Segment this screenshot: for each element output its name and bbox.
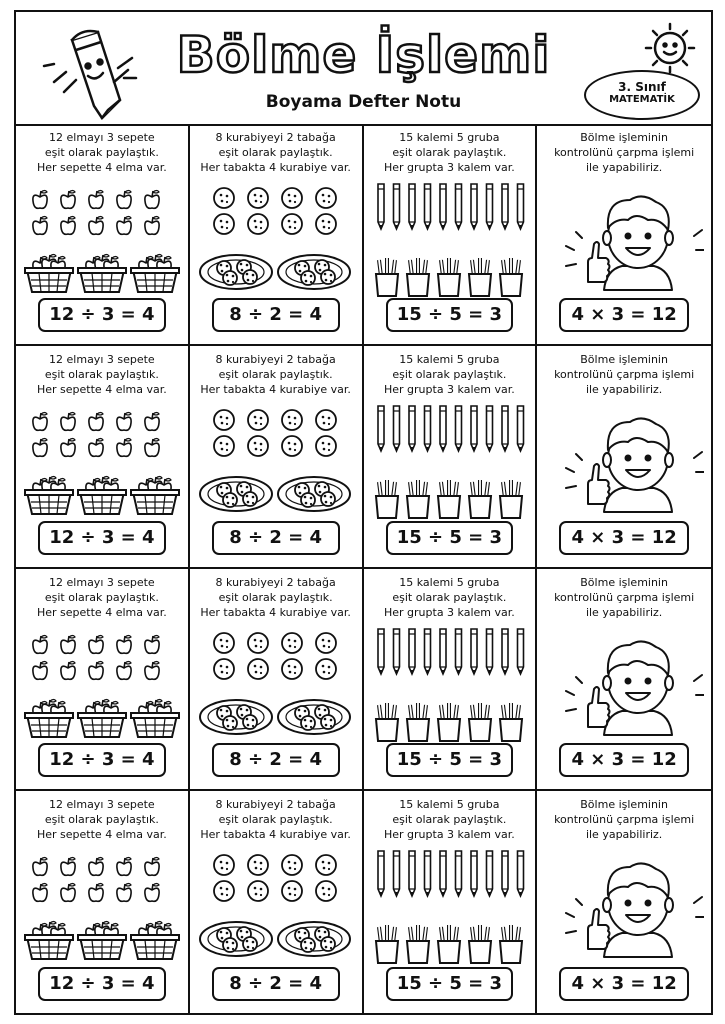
equation-box: 8 ÷ 2 = 4: [212, 743, 340, 777]
apples-baskets-illustration: [16, 178, 188, 298]
panel-text-line: eşit olarak paylaştık.: [392, 368, 507, 382]
pencils-cups-illustration: [364, 623, 536, 743]
panel-4-4: [537, 791, 711, 1013]
panel-text-line: 12 elmayı 3 sepete: [49, 575, 155, 589]
equation-box: 12 ÷ 3 = 4: [38, 967, 166, 1001]
apples-baskets-illustration: [16, 400, 188, 520]
panel-text-line: kontrolünü çarpma işlemi: [554, 368, 695, 382]
panel-text-line: Her sepette 4 elma var.: [37, 605, 167, 619]
panel-text-line: eşit olarak paylaştık.: [218, 146, 333, 159]
equation-box: 4 × 3 = 12: [559, 967, 689, 1001]
panel-text-line: Her grupta 3 kalem var.: [383, 605, 515, 619]
header: [16, 12, 711, 126]
panel-1-2: [190, 124, 364, 346]
panel-text: [368, 575, 532, 620]
equation-box: 8 ÷ 2 = 4: [212, 298, 340, 332]
panel-text-line: Her sepette 4 elma var.: [37, 827, 167, 841]
panel-text-line: ile yapabiliriz.: [585, 161, 663, 174]
page-title: Bölme İşlemi: [176, 26, 551, 84]
cookies-plates-illustration: [190, 178, 362, 298]
panel-text-line: Her grupta 3 kalem var.: [383, 827, 515, 841]
pencils-cups-illustration: [364, 400, 536, 520]
panel-text-line: Bölme işleminin: [580, 353, 668, 367]
apples-baskets-illustration: [16, 845, 188, 965]
cookies-plates-illustration: [190, 623, 362, 743]
panel-text-line: eşit olarak paylaştık.: [218, 368, 333, 382]
panel-text-line: Her tabakta 4 kurabiye var.: [200, 383, 351, 397]
panel-text-line: kontrolünü çarpma işlemi: [554, 590, 695, 604]
panel-text-line: eşit olarak paylaştık.: [218, 812, 333, 826]
panel-text: [20, 352, 184, 397]
panel-text-line: eşit olarak paylaştık.: [44, 146, 159, 159]
panel-text-line: 8 kurabiyeyi 2 tabağa: [215, 797, 336, 811]
panel-text: [541, 352, 707, 397]
panel-text: [194, 575, 358, 620]
cookies-plates-illustration: [190, 845, 362, 965]
grade-label: 3. Sınıf: [618, 80, 666, 94]
panel-4-1: [16, 791, 190, 1013]
panel-text-line: eşit olarak paylaştık.: [44, 590, 159, 604]
pencils-cups-illustration: [364, 178, 536, 298]
panel-text-line: Her grupta 3 kalem var.: [383, 161, 515, 174]
boy-thumbs-up-illustration: [537, 845, 711, 965]
panel-text: [541, 797, 707, 842]
cookies-plates-illustration: [190, 400, 362, 520]
boy-thumbs-up-illustration: [537, 178, 711, 298]
panel-4-3: [364, 791, 538, 1013]
panel-3-1: [16, 569, 190, 791]
worksheet-page: [14, 10, 713, 1015]
panel-text-line: eşit olarak paylaştık.: [44, 368, 159, 382]
equation-box: 8 ÷ 2 = 4: [212, 521, 340, 555]
equation-box: 4 × 3 = 12: [559, 298, 689, 332]
panel-text-line: Her tabakta 4 kurabiye var.: [200, 161, 351, 174]
pencils-cups-illustration: [364, 845, 536, 965]
panel-3-2: [190, 569, 364, 791]
panel-1-4: [537, 124, 711, 346]
panel-text: [194, 352, 358, 397]
panel-text: [368, 352, 532, 397]
panel-text-line: eşit olarak paylaştık.: [392, 812, 507, 826]
panel-4-2: [190, 791, 364, 1013]
panel-text-line: 15 kalemi 5 gruba: [399, 575, 500, 589]
panel-3-4: [537, 569, 711, 791]
panel-text-line: ile yapabiliriz.: [585, 827, 663, 841]
panel-text: [20, 575, 184, 620]
equation-box: 12 ÷ 3 = 4: [38, 743, 166, 777]
panel-text-line: ile yapabiliriz.: [585, 383, 663, 397]
panel-3-3: [364, 569, 538, 791]
panel-text-line: Bölme işleminin: [580, 575, 668, 589]
grade-badge: [584, 70, 700, 120]
equation-box: 15 ÷ 5 = 3: [386, 967, 514, 1001]
panel-text-line: 15 kalemi 5 gruba: [399, 353, 500, 367]
panel-text-line: kontrolünü çarpma işlemi: [554, 812, 695, 826]
panel-text-line: kontrolünü çarpma işlemi: [554, 146, 695, 159]
panel-text: [368, 797, 532, 842]
panel-2-2: [190, 346, 364, 568]
panel-text-line: Her tabakta 4 kurabiye var.: [200, 605, 351, 619]
panel-text-line: Bölme işleminin: [580, 131, 668, 144]
panel-text-line: Her sepette 4 elma var.: [37, 383, 167, 397]
equation-box: 15 ÷ 5 = 3: [386, 521, 514, 555]
panel-text-line: 8 kurabiyeyi 2 tabağa: [215, 353, 336, 367]
panel-text: [20, 130, 184, 175]
panel-text-line: eşit olarak paylaştık.: [218, 590, 333, 604]
panel-text-line: Her sepette 4 elma var.: [37, 161, 167, 174]
equation-box: 15 ÷ 5 = 3: [386, 743, 514, 777]
panel-text-line: 8 kurabiyeyi 2 tabağa: [215, 131, 336, 144]
panel-text-line: Her grupta 3 kalem var.: [383, 383, 515, 397]
panel-2-3: [364, 346, 538, 568]
panel-text: [194, 797, 358, 842]
panel-text: [368, 130, 532, 175]
equation-box: 12 ÷ 3 = 4: [38, 521, 166, 555]
panel-1-1: [16, 124, 190, 346]
panel-text-line: 15 kalemi 5 gruba: [399, 131, 500, 144]
boy-thumbs-up-illustration: [537, 623, 711, 743]
panel-text-line: eşit olarak paylaştık.: [44, 812, 159, 826]
panel-text-line: 12 elmayı 3 sepete: [49, 353, 155, 367]
panel-2-4: [537, 346, 711, 568]
apples-baskets-illustration: [16, 623, 188, 743]
panel-text-line: 12 elmayı 3 sepete: [49, 131, 155, 144]
panel-text-line: eşit olarak paylaştık.: [392, 590, 507, 604]
equation-box: 15 ÷ 5 = 3: [386, 298, 514, 332]
panel-text-line: ile yapabiliriz.: [585, 605, 663, 619]
panel-grid: [16, 124, 711, 1013]
panel-text: [541, 130, 707, 175]
panel-2-1: [16, 346, 190, 568]
panel-text-line: 8 kurabiyeyi 2 tabağa: [215, 575, 336, 589]
panel-text-line: 12 elmayı 3 sepete: [49, 797, 155, 811]
panel-text-line: Her tabakta 4 kurabiye var.: [200, 827, 351, 841]
panel-1-3: [364, 124, 538, 346]
boy-thumbs-up-illustration: [537, 400, 711, 520]
panel-text-line: 15 kalemi 5 gruba: [399, 797, 500, 811]
panel-text: [541, 575, 707, 620]
equation-box: 4 × 3 = 12: [559, 743, 689, 777]
panel-text-line: eşit olarak paylaştık.: [392, 146, 507, 159]
equation-box: 12 ÷ 3 = 4: [38, 298, 166, 332]
panel-text-line: Bölme işleminin: [580, 797, 668, 811]
panel-text: [194, 130, 358, 175]
equation-box: 8 ÷ 2 = 4: [212, 967, 340, 1001]
equation-box: 4 × 3 = 12: [559, 521, 689, 555]
subject-label: MATEMATİK: [609, 94, 675, 105]
panel-text: [20, 797, 184, 842]
page-subtitle: Boyama Defter Notu: [265, 92, 462, 112]
